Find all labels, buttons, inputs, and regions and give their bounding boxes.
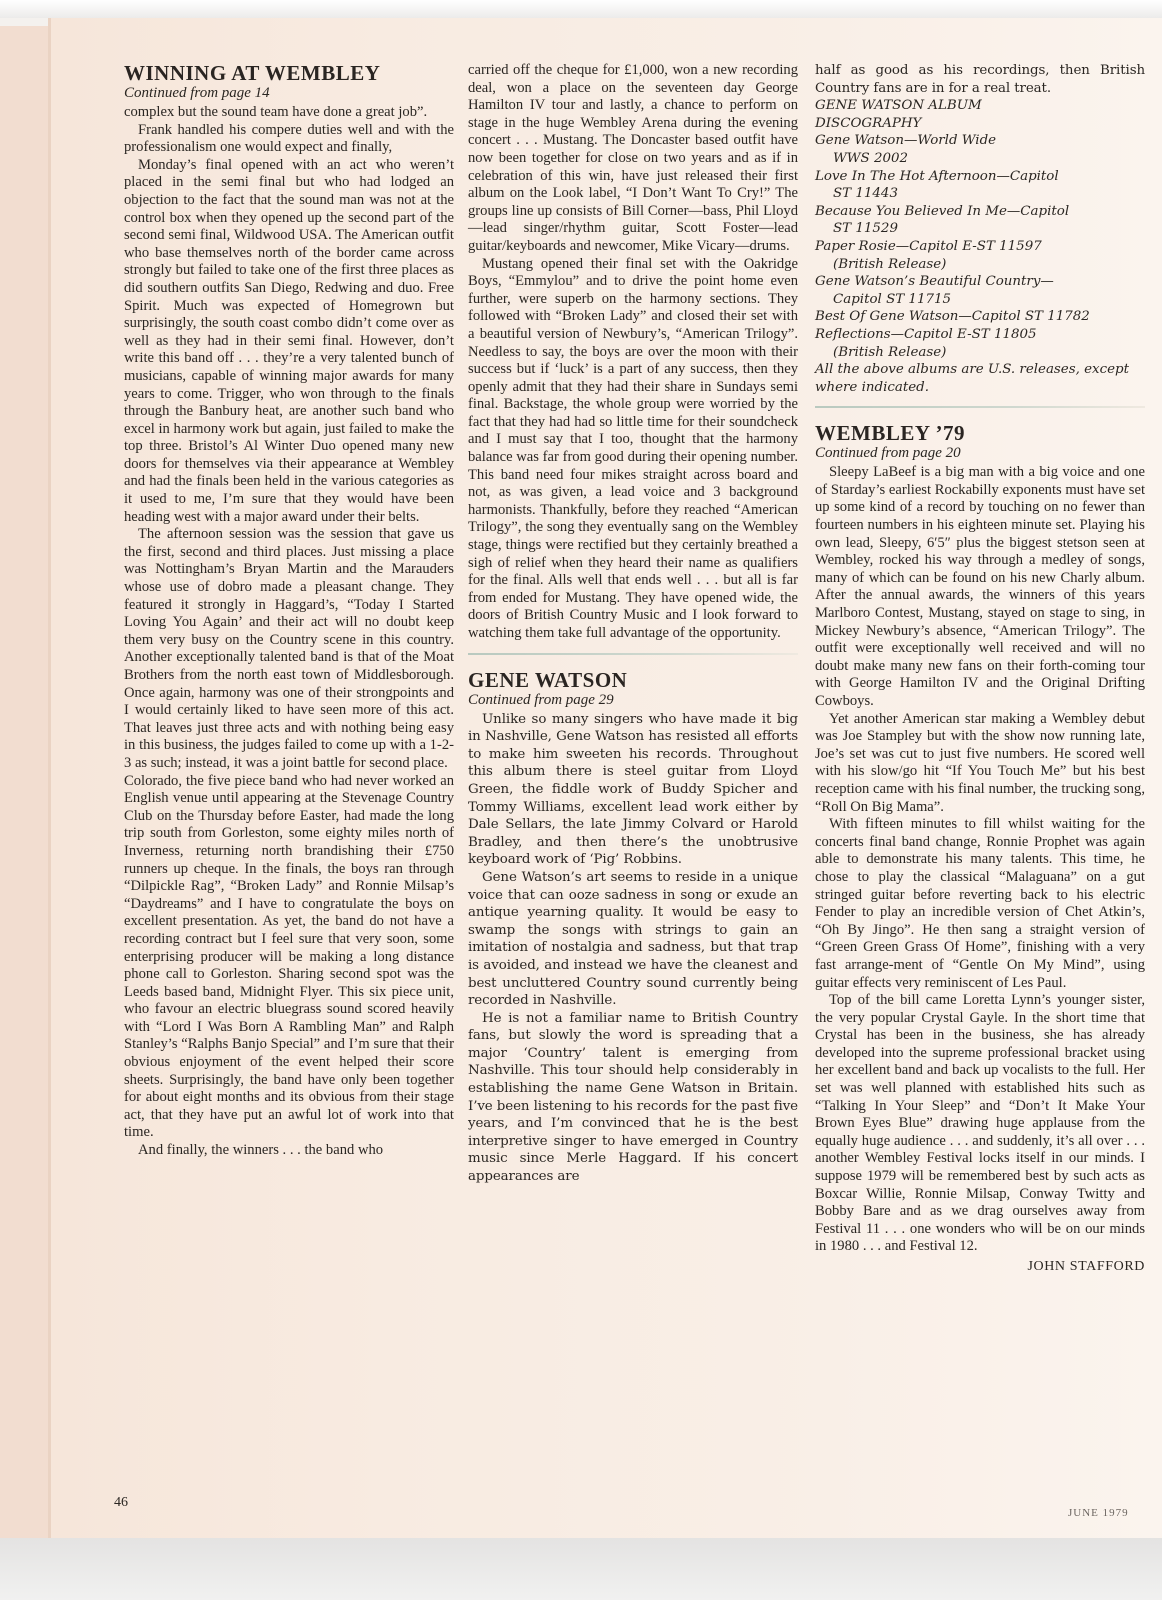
paragraph: Yet another American star making a Wembley debut was Joe Stampley but with the show now running late, Joe’s set was cut to just five numbers. He scored well with his slow/go hit “If You Touch Me” but his best reception came with his final number, the trucking song, “Roll On Big Mama”. bbox=[815, 710, 1145, 815]
continued-from-winning: Continued from page 14 bbox=[124, 85, 270, 101]
discography bbox=[815, 97, 1145, 396]
album-catalog: Capitol ST 11715 bbox=[833, 291, 952, 307]
article-gene-watson bbox=[468, 669, 798, 1186]
column-2 bbox=[468, 62, 798, 1186]
continued-from-gene-watson: Continued from page 29 bbox=[468, 691, 614, 708]
album-note: (British Release) bbox=[833, 256, 947, 272]
album-entry bbox=[815, 238, 1145, 273]
column-3 bbox=[815, 62, 1145, 1276]
issue-folio: JUNE 1979 bbox=[1068, 1507, 1129, 1519]
continued-from-wembley79: Continued from page 20 bbox=[815, 445, 961, 462]
paragraph: Frank handled his compere duties well and with the professionalism one would expect and finally, bbox=[124, 121, 454, 156]
bottom-shadow bbox=[0, 1538, 1162, 1600]
album-entry bbox=[815, 168, 1145, 203]
album-title: Gene Watson—World Wide bbox=[815, 133, 997, 149]
page-number: 46 bbox=[114, 1495, 128, 1510]
album-catalog: ST 11529 bbox=[833, 221, 898, 237]
album-title: Paper Rosie—Capitol E-ST 11597 bbox=[815, 238, 1042, 254]
paragraph: And finally, the winners . . . the band who bbox=[138, 1142, 384, 1159]
article-title-winning: WINNING AT WEMBLEY bbox=[124, 61, 381, 85]
album-catalog: WWS 2002 bbox=[833, 150, 909, 166]
top-shadow bbox=[0, 0, 1162, 18]
paragraph: carried off the cheque for £1,000, won a new recording deal, won a place on the seventeen day George Hamilton IV tour and lastly, a chance to perform on stage in the huge Wembley Arena during the evening concert . . . Mustang. The Doncaster based outfit have now been together for close on two years and as if in celebration of this win, have just released their first album on the Look label, “I Don’t Want To Cry!” The groups line up consists of Bill Corner—bass, Phil Lloyd—lead singer/rhythm guitar, Scott Foster—lead guitar/keyboards and newcomer, Mike Vicary—drums. bbox=[468, 62, 798, 254]
album-entry bbox=[815, 308, 1145, 326]
paragraph: He is not a familiar name to British Country fans, but slowly the word is spreading that a major ‘Country’ talent is emerging from Nashville. This tour should help considerably in establishing the name Gene Watson in Britain. I’ve been listening to his records for the past five years, and I’m convinced that he is the best interpretive singer to have emerged in Country music since Merle Haggard. If his concert appearances are bbox=[468, 1010, 798, 1185]
paragraph: Mustang opened their final set with the Oakridge Boys, “Emmylou” and to drive the point home even further, were superb on the harmony sections. They followed with “Broken Lady” and closed their set with a beautiful version of Newbury’s, “American Trilogy”. Needless to say, the boys are over the moon with their success but if ‘luck’ is a part of any success, then they openly admit that they had their share in Sundays semi final. Backstage, the whole group were worried by the fact that they had had so little time for their soundcheck and I must say that I too, thought that the harmony balance was far from good during their opening number. This band need four mikes straight across board and not, as was given, a lead voice and 3 background harmonists. Thankfully, before they reached “American Trilogy”, the song they eventually sang on the Wembley stage, things were rectified but they certainly breathed a sigh of relief when they heard their name as qualifiers for the final. Alls well that ends well . . . but all is far from ended for Mustang. They have opened wide, the doors of British Country Music and I look forward to watching them take full advantage of the opportunity. bbox=[468, 255, 798, 641]
article-gene-watson-cont bbox=[815, 62, 1145, 97]
article-divider bbox=[815, 406, 1145, 408]
album-entry bbox=[815, 273, 1145, 308]
album-entry bbox=[815, 203, 1145, 238]
paragraph: Colorado, the five piece band who had never worked an English venue until appearing at the Stevenage Country Club on the Thursday before Easter, had made the long trip south from Gorleston, some eighty miles north of Inverness, returning north brandishing their £750 runners up cheque. In the finals, the boys ran through “Dilpickle Rag”, “Broken Lady” and Ronnie Milsap’s “Daydreams” and I have to congratulate the boys on excellent presentation. As yet, the band do not have a recording contract but I feel sure that very soon, some enterprising producer will be making a long distance phone call to Gorleston. Sharing second spot was the Leeds based band, Midnight Flyer. This six piece unit, who favour an electric bluegrass sound scored heavily with “Lord I Was Born A Rambling Man” and Ralph Stanley’s “Ralphs Banjo Special” and I’m sure that their obvious enjoyment of the event helped their score sheets. Surprisingly, the band have only been together for about eight months and its obvious from their stage act, that they have put an awful lot of work into that time. bbox=[124, 772, 454, 1141]
column-1 bbox=[124, 62, 454, 1160]
paragraph: half as good as his recordings, then British Country fans are in for a real treat. bbox=[815, 63, 1145, 96]
album-title: Love In The Hot Afternoon—Capitol bbox=[815, 168, 1059, 184]
paragraph: The afternoon session was the session that gave us the first, second and third places. Just missing a place was Nottingham’s Bryan Martin and the Marauders whose use of dobro made a pleasant change. They featured it strongly in Haggard’s, “Today I Started Loving You Again’ and their act will no doubt keep them very busy on the Country scene in this country. Another exceptionally talented band is that of the Moat Brothers from the north east town of Middlesborough. Once again, harmony was one of their strongpoints and I would certainly liked to have seen more of this act. That leaves just three acts and with nothing being easy in this business, the judges failed to come up with a 1-2-3 as such; instead, it was a joint battle for second place. bbox=[124, 526, 454, 771]
paragraph: Monday’s final opened with an act who weren’t placed in the semi final but who had lodged an objection to the fact that the sound man was not at the control box when they opened up the second part of the second semi final, Wildwood USA. The American outfit who base themselves north of the border came across strongly but failed to take one of the first three places as did southern outfits San Diego, Redwing and duo. Free Spirit. Much was expected of Homegrown but surprisingly, the south coast combo didn’t come over as well as they had in their semi final. However, don’t write this band off . . . they’re a very talented bunch of musicians, capable of winning major awards for many years to come. Trigger, who won through to the finals through the Banbury heat, are another such band who excel in harmony work but again, just failed to make the top three. Bristol’s Al Winter Duo opened many new doors for themselves via their appearance at Wembley and had the finals been held in the various categories as it used to me, I’m sure that they would have been heading west with a major award under their belts. bbox=[124, 156, 454, 525]
paragraph: Unlike so many singers who have made it big in Nashville, Gene Watson has resisted all efforts to make him sweeten his records. Throughout this album there is steel guitar from Lloyd Green, the fiddle work of Buddy Spicher and Tommy Williams, excellent lead work either by Dale Sellars, the late Jimmy Colvard or Harold Bradley, and then there’s the unobtrusive keyboard work of ‘Pig’ Robbins. bbox=[468, 711, 798, 868]
discography-heading: GENE WATSON ALBUM bbox=[815, 98, 982, 114]
album-title: Reflections—Capitol E-ST 11805 bbox=[815, 326, 1037, 342]
paragraph: With fifteen minutes to fill whilst waiting for the concerts final band change, Ronnie Prophet was again able to demonstrate his many talents. This time, he chose to play the classical “Malaguana” on a gut stringed guitar before reverting back to his electric Fender to play an incredible version of Chet Atkin’s, “Oh By Jingo”. He then sang a straight version of “Green Green Grass Of Home”, finishing with a very fast arrange-ment of “Gentle On My Mind”, using guitar effects very reminiscent of Les Paul. bbox=[815, 816, 1145, 991]
album-title: Gene Watson’s Beautiful Country— bbox=[815, 274, 1054, 290]
discography-heading: DISCOGRAPHY bbox=[815, 115, 922, 131]
album-title: Because You Believed In Me—Capitol bbox=[815, 203, 1070, 219]
paragraph: Sleepy LaBeef is a big man with a big voice and one of Starday’s earliest Rockabilly exponents must have set up some kind of a record by touching on no fewer than fourteen numbers in his eighteen minute set. Playing his own lead, Sleepy, 6′5″ plus the biggest stetson seen at Wembley, rocked his way through a medley of songs, many of which can be found on his new Charly album. After the annual awards, the winners of this years Marlboro Contest, Mustang, stayed on stage to sing, in Mickey Newbury’s absence, “American Trilogy”. The outfit were exceptionally well received and will no doubt make many new fans on their forth-coming tour with George Hamilton IV and the Original Drifting Cowboys. bbox=[815, 464, 1145, 709]
discography-note: All the above albums are U.S. releases, except where indicated. bbox=[815, 362, 1129, 395]
album-entry bbox=[815, 132, 1145, 167]
paragraph: complex but the sound team have done a great job”. bbox=[124, 104, 428, 120]
album-catalog: ST 11443 bbox=[833, 186, 898, 202]
album-entry bbox=[815, 326, 1145, 361]
album-title: Best Of Gene Watson—Capitol ST 11782 bbox=[815, 309, 1090, 325]
article-divider bbox=[468, 653, 798, 655]
byline: JOHN STAFFORD bbox=[1027, 1259, 1145, 1274]
article-title-gene-watson: GENE WATSON bbox=[468, 667, 628, 692]
paragraph: Gene Watson’s art seems to reside in a unique voice that can ooze sadness in song or exude an antique yearning quality. It would be easy to swamp the songs with strings to gain an imitation of nostalgia and sadness, but that trap is avoided, and instead we have the cleanest and best uncluttered Country sound currently being recorded in Nashville. bbox=[468, 869, 798, 1009]
article-title-wembley79: WEMBLEY ’79 bbox=[815, 421, 965, 446]
album-note: (British Release) bbox=[833, 344, 947, 360]
paragraph: Top of the bill came Loretta Lynn’s younger sister, the very popular Crystal Gayle. In the short time that Crystal has been in the business, she has already developed into the supreme professional bracket using her excellent band and back up vocalists to the full. Her set was well planned with established hits such as “Talking In Your Sleep” and “Don’t It Make Your Brown Eyes Blue” drawing huge applause from the equally huge audience . . . and suddenly, it’s all over . . . another Wembley Festival locks itself in our minds. I suppose 1979 will be remembered best by such acts as Boxcar Willie, Ronnie Milsap, Conway Twitty and Bobby Bare and as we drag ourselves away from Festival 11 . . . one wonders who will be on our minds in 1980 . . . and Festival 12. bbox=[815, 992, 1145, 1255]
